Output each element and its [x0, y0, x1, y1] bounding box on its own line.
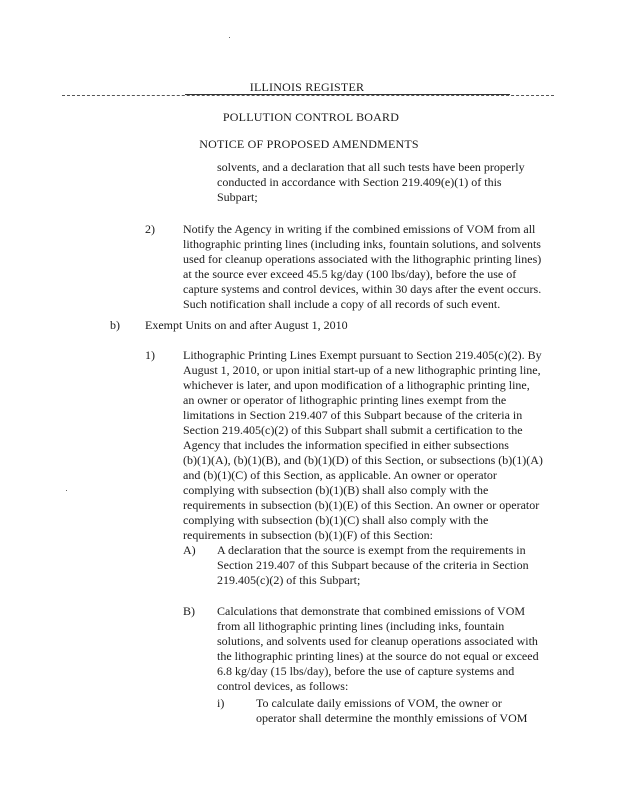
notice-title: NOTICE OF PROPOSED AMENDMENTS [199, 137, 419, 151]
text-line: Calculations that demonstrate that combined emissions of VOM [217, 604, 526, 618]
text-line: lithographic printing lines (including inks, fountain solutions, and solvents [183, 237, 541, 251]
item-i-paragraph [256, 696, 527, 726]
board-title: POLLUTION CONTROL BOARD [222, 110, 400, 124]
item-2-label: 2) [145, 222, 155, 236]
text-line: capture systems and control devices, within 30 days after the event occurs. [183, 282, 542, 296]
text-line: 219.405(c)(2) of this Subpart; [217, 573, 361, 587]
text-line: complying with subsection (b)(1)(B) shall also comply with the [183, 483, 489, 497]
item-B-label: B) [183, 604, 195, 618]
text-line: the lithographic printing lines) at the source do not equal or exceed [217, 649, 539, 663]
text-line: from all lithographic printing lines (including inks, fountain [217, 619, 505, 633]
text-line: control devices, as follows: [217, 679, 349, 693]
item-b1-paragraph [183, 348, 543, 543]
text-line: Notify the Agency in writing if the combined emissions of VOM from all [183, 222, 536, 236]
register-title: ILLINOIS REGISTER [249, 80, 365, 94]
text-line: August 1, 2010, or upon initial start-up of a new lithographic printing line, [183, 363, 541, 377]
text-line: Section 219.407 of this Subpart because of the criteria in Section [217, 558, 529, 572]
text-line: solutions, and solvents used for cleanup operations associated with [217, 634, 538, 648]
continuation-paragraph [217, 160, 525, 205]
text-line: solvents, and a declaration that all such tests have been properly [217, 160, 525, 174]
text-line: operator shall determine the monthly emissions of VOM [256, 711, 528, 725]
text-line: an owner or operator of lithographic printing lines exempt from the [183, 393, 507, 407]
scan-speck [66, 490, 67, 491]
text-line: A declaration that the source is exempt from the requirements in [217, 543, 526, 557]
text-line: and (b)(1)(C) of this Section, as applicable. An owner or operator [183, 468, 497, 482]
scan-speck [229, 37, 230, 38]
text-line: Such notification shall include a copy of all records of such event. [183, 297, 501, 311]
text-line: requirements in subsection (b)(1)(F) of this Section: [183, 528, 433, 542]
item-2-paragraph [183, 222, 541, 312]
header-rule-solid [185, 94, 510, 95]
header-rule-dashed [62, 95, 554, 96]
text-line: complying with subsection (b)(1)(C) shall also comply with the [183, 513, 489, 527]
section-b-label: b) [110, 318, 120, 332]
item-A-label: A) [183, 543, 196, 557]
text-line: at the source ever exceed 45.5 kg/day (100 lbs/day), before the use of [183, 267, 517, 281]
text-line: (b)(1)(A), (b)(1)(B), and (b)(1)(D) of this Section, or subsections (b)(1)(A) [183, 453, 543, 467]
item-i-label: i) [217, 696, 225, 710]
section-b-heading [145, 318, 348, 333]
text-line: To calculate daily emissions of VOM, the owner or [256, 696, 502, 710]
item-B-paragraph [217, 604, 539, 694]
item-A-paragraph [217, 543, 529, 588]
text-line: requirements in subsection (b)(1)(E) of this Section. An owner or operator [183, 498, 540, 512]
text-line: Section 219.405(c)(2) of this Subpart shall submit a certification to the [183, 423, 523, 437]
text-line: conducted in accordance with Section 219.409(e)(1) of this [217, 175, 502, 189]
text-line: Subpart; [217, 190, 258, 204]
item-b1-label: 1) [145, 348, 155, 362]
text-line: Lithographic Printing Lines Exempt pursuant to Section 219.405(c)(2). By [183, 348, 542, 362]
text-line: Exempt Units on and after August 1, 2010 [145, 318, 348, 332]
text-line: whichever is later, and upon modification of a lithographic printing line, [183, 378, 530, 392]
text-line: limitations in Section 219.407 of this Subpart because of the criteria in [183, 408, 523, 422]
text-line: 6.8 kg/day (15 lbs/day), before the use of capture systems and [217, 664, 515, 678]
text-line: Agency that includes the information specified in either subsections [183, 438, 509, 452]
text-line: used for cleanup operations associated with the lithographic printing lines) [183, 252, 542, 266]
